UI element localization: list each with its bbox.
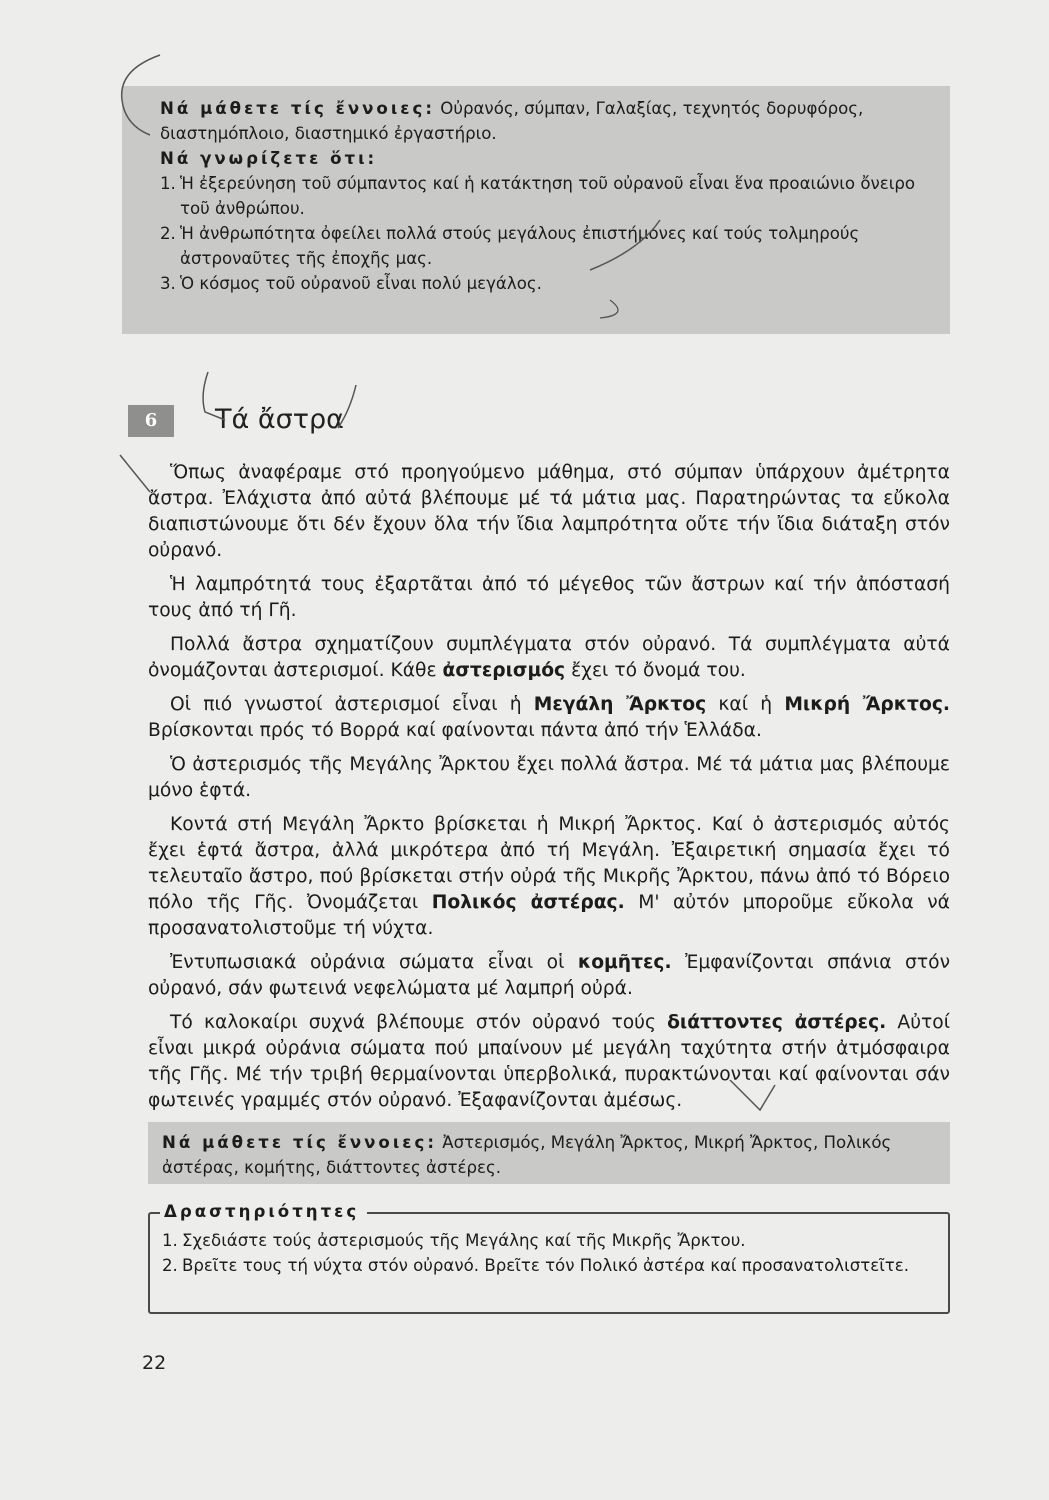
bold-term: ἀστερισμός <box>442 660 566 681</box>
activity-item <box>162 1228 934 1253</box>
fact-text: Ὁ κόσμος τοῦ οὐρανοῦ εἶναι πολύ μεγάλος. <box>180 274 542 293</box>
activity-number: 1. <box>162 1231 178 1250</box>
text: Ἐμφανίζονται σπάνια στόν οὐρανό, σάν φωτεινά νεφελώματα μέ λαμπρή οὐρά. <box>148 952 951 999</box>
learn-concepts-label: Νά μάθετε τίς ἔννοιες: <box>162 1133 438 1152</box>
fact-item <box>160 171 950 221</box>
paragraph <box>148 692 950 744</box>
paragraph: Ὁ ἀστερισμός τῆς Μεγάλης Ἄρκτου ἔχει πολλά ἄστρα. Μέ τά μάτια μας βλέπουμε μόνο ἑφτά. <box>148 754 950 801</box>
concepts-box-bottom <box>148 1122 950 1184</box>
text: Πολλά ἄστρα σχηματίζουν συμπλέγματα στόν οὐρανό. Τά συμπλέγματα αὐτά ὀνομάζονται ἀστερισμοί. Κάθε <box>148 634 950 681</box>
know-that-label: Νά γνωρίζετε ὅτι: <box>160 149 378 168</box>
lesson-title: Τά ἄστρα <box>215 404 344 435</box>
learn-concepts-text: Οὐρανός, σύμπαν, Γαλαξίας, τεχνητός δορυφόρος, <box>440 99 864 118</box>
activities-frame <box>148 1202 950 1314</box>
fact-number: 3. <box>160 274 176 293</box>
paragraph <box>148 1010 950 1114</box>
text: Μ' αὐτόν μποροῦμε εὔκολα νά προσανατολιστοῦμε τή νύχτα. <box>148 892 951 939</box>
activities-list <box>162 1228 934 1278</box>
text: Κοντά στή Μεγάλη Ἄρκτο βρίσκεται ἡ Μικρή Ἄρκτος. Καί ὁ ἀστερισμός αὐτός ἔχει ἑφτά ἄστρα, ἀλλά μικρότερα ἀπό τή Μεγάλη. Ἐξαιρετική σημασία ἔχει τό τελευταῖο ἄστρο, πού βρίσκεται στήν οὐρά τῆς Μικρῆς Ἄρκτου, πάνω ἀπό τό Βόρειο πόλο τῆς Γῆς. Ὀνομάζεται <box>148 814 950 913</box>
text: Τό καλοκαίρι συχνά βλέπουμε στόν οὐρανό τούς <box>170 1012 668 1033</box>
paragraph <box>148 632 950 684</box>
text: καί ἡ <box>706 694 785 715</box>
concepts-box-top <box>122 86 950 334</box>
fact-text: Ἡ ἐξερεύνηση τοῦ σύμπαντος καί ἡ κατάκτηση τοῦ οὐρανοῦ εἶναι ἕνα προαιώνιο ὄνειρο τοῦ ἀνθρώπου. <box>180 174 916 218</box>
fact-number: 1. <box>160 174 176 193</box>
pencil-check-mark <box>120 455 150 492</box>
paragraph <box>148 812 950 942</box>
text: ἔχει τό ὄνομά του. <box>565 660 746 681</box>
lesson-body <box>148 460 950 1122</box>
text: Ἐντυπωσιακά οὐράνια σώματα εἶναι οἱ <box>170 952 578 973</box>
bold-term: Πολικός ἀστέρας. <box>431 892 625 913</box>
learn-concepts-row <box>160 96 950 121</box>
bold-term: Μεγάλη Ἄρκτος <box>533 694 707 715</box>
learn-concepts-label: Νά μάθετε τίς ἔννοιες: <box>160 99 436 118</box>
learn-concepts-text: Ἀστερισμός, Μεγάλη Ἄρκτος, Μικρή Ἄρκτος, Πολικός ἀστέρας, κομήτης, διάττοντες ἀστέρες. <box>162 1133 892 1177</box>
lesson-number-badge: 6 <box>128 405 174 437</box>
activity-number: 2. <box>162 1256 178 1275</box>
text: Αὐτοί εἶναι μικρά οὐράνια σώματα πού μπαίνουν μέ μεγάλη ταχύτητα στήν ἀτμόσφαιρα τῆς Γῆς. Μέ τήν τριβή θερμαίνονται ὑπερβολικά, πυρακτώνονται καί φαίνονται σάν φωτεινές γραμμές στόν οὐρανό. Ἐξαφανίζονται ἀμέσως. <box>148 1012 951 1111</box>
activity-item <box>162 1253 934 1278</box>
bold-term: κομῆτες. <box>577 952 672 973</box>
paragraph: Ἡ λαμπρότητά τους ἐξαρτᾶται ἀπό τό μέγεθος τῶν ἄστρων καί τήν ἀπόστασή τους ἀπό τή Γῆ. <box>148 574 950 621</box>
activity-text: Βρεῖτε τους τή νύχτα στόν οὐρανό. Βρεῖτε τόν Πολικό ἀστέρα καί προσανατολιστεῖτε. <box>182 1256 910 1275</box>
activity-text: Σχεδιάστε τούς ἀστερισμούς τῆς Μεγάλης καί τῆς Μικρῆς Ἄρκτου. <box>182 1231 746 1250</box>
text: Οἱ πιό γνωστοί ἀστερισμοί εἶναι ἡ <box>170 694 534 715</box>
activities-title: Δραστηριότητες <box>160 1201 367 1223</box>
paragraph <box>148 950 950 1002</box>
page-number: 22 <box>142 1352 167 1374</box>
fact-item <box>160 271 950 296</box>
paragraph: Ὅπως ἀναφέραμε στό προηγούμενο μάθημα, στό σύμπαν ὑπάρχουν ἀμέτρητα ἄστρα. Ἐλάχιστα ἀπό αὐτά βλέπουμε μέ τά μάτια μας. Παρατηρώντας τα εὔκολα διαπιστώνουμε ὅτι δέν ἔχουν ὅλα τήν ἴδια λαμπρότητα οὔτε τήν ἴδια διάταξη στόν οὐρανό. <box>148 462 950 561</box>
bold-term: διάττοντες ἀστέρες. <box>667 1012 887 1033</box>
facts-list <box>160 171 950 296</box>
learn-concepts-text-2: διαστημόπλοιο, διαστημικό ἐργαστήριο. <box>160 124 497 143</box>
text: Βρίσκονται πρός τό Βορρά καί φαίνονται πάντα ἀπό τήν Ἑλλάδα. <box>148 720 762 741</box>
fact-text: Ἡ ἀνθρωπότητα ὀφείλει πολλά στούς μεγάλους ἐπιστήμονες καί τούς τολμηρούς ἀστροναῦτες τῆς ἐποχῆς μας. <box>180 224 860 268</box>
fact-item <box>160 221 950 271</box>
bold-term: Μικρή Ἄρκτος. <box>784 694 950 715</box>
fact-number: 2. <box>160 224 176 243</box>
